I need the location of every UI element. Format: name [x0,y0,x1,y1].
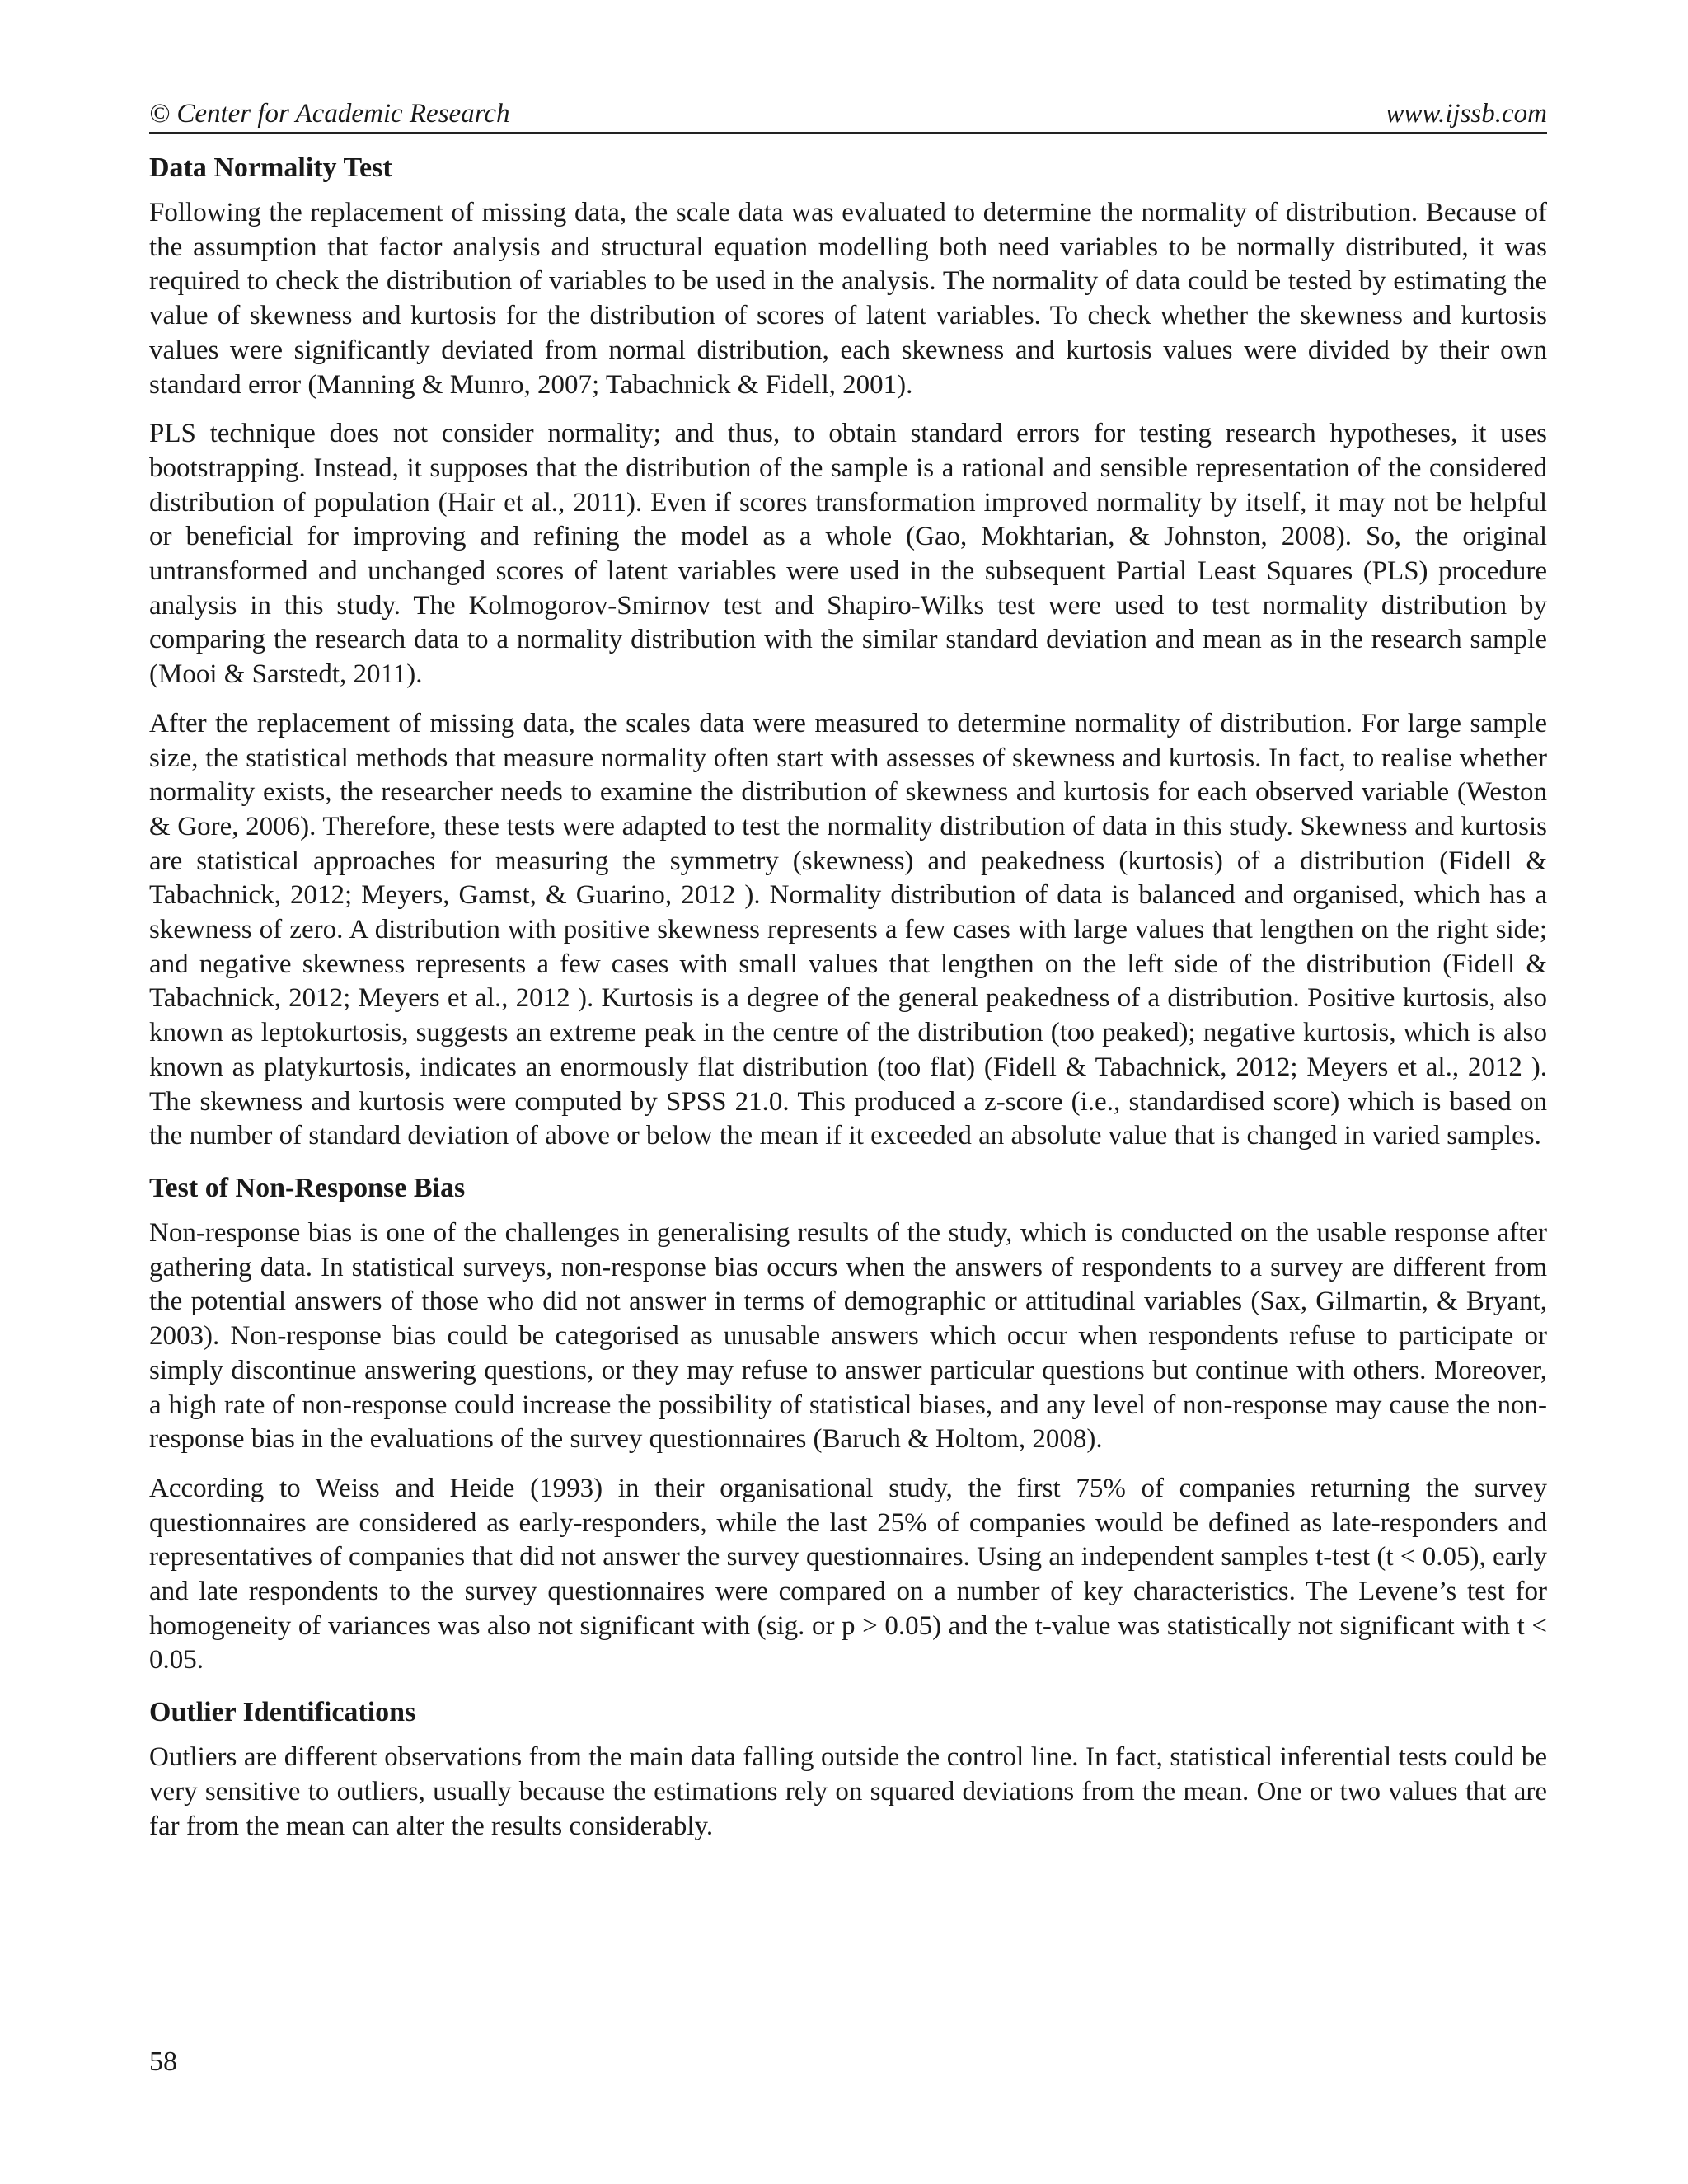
section-heading-non-response-bias: Test of Non-Response Bias [149,1172,466,1203]
running-header [149,97,1547,134]
paragraph: According to Weiss and Heide (1993) in their organisational study, the first 75% of companies returning the survey questionnaires are considered as early-responders, while the last 25% of companies would be defined as late-responders and representatives of companies that did not answer the survey questionnaires. Using an independent samples t-test (t < 0.05), early and late respondents to the survey questionnaires were compared on a number of key characteristics. The Levene’s test for homogeneity of variances was also not significant with (sig. or p > 0.05) and the t-value was statistically not significant with t < 0.05. [149,1473,1547,1675]
paragraph: PLS technique does not consider normality; and thus, to obtain standard errors for testing research hypotheses, it uses bootstrapping. Instead, it supposes that the distribution of the sample is a rational and sensible representation of the considered distribution of population (Hair et al., 2011). Even if scores transformation improved normality by itself, it may not be helpful or beneficial for improving and refining the model as a whole (Gao, Mokhtarian, & Johnston, 2008). So, the original untransformed and unchanged scores of latent variables were used in the subsequent Partial Least Squares (PLS) procedure analysis in this study. The Kolmogorov-Smirnov test and Shapiro-Wilks test were used to test normality distribution by comparing the research data to a normality distribution with the similar standard deviation and mean as in the research sample (Mooi & Sarstedt, 2011). [149,419,1547,690]
paragraph: Following the replacement of missing data, the scale data was evaluated to determine the normality of distribution. Because of the assumption that factor analysis and structural equation modelling both need variables to be normally distributed, it was required to check the distribution of variables to be used in the analysis. The normality of data could be tested by estimating the value of skewness and kurtosis for the distribution of scores of latent variables. To check whether the skewness and kurtosis values were significantly deviated from normal distribution, each skewness and kurtosis values were divided by their own standard error (Manning & Munro, 2007; Tabachnick & Fidell, 2001). [149,198,1547,400]
page-body [149,97,1547,1858]
header-website: www.ijssb.com [1386,99,1547,129]
section-heading-data-normality: Data Normality Test [149,152,392,183]
section-heading-outlier-identifications: Outlier Identifications [149,1697,416,1728]
page-number: 58 [149,2046,177,2077]
header-publisher: © Center for Academic Research [149,99,510,129]
paragraph: After the replacement of missing data, the scales data were measured to determine normality of distribution. For large sample size, the statistical methods that measure normality often start with assesses of skewness and kurtosis. In fact, to realise whether normality exists, the researcher needs to examine the distribution of skewness and kurtosis for each observed variable (Weston & Gore, 2006). Therefore, these tests were adapted to test the normality distribution of data in this study. Skewness and kurtosis are statistical approaches for measuring the symmetry (skewness) and peakedness (kurtosis) of a distribution (Fidell & Tabachnick, 2012; Meyers, Gamst, & Guarino, 2012 ). Normality distribution of data is balanced and organised, which has a skewness of zero. A distribution with positive skewness represents a few cases with large values that lengthen on the right side; and negative skewness represents a few cases with small values that lengthen on the left side of the distribution (Fidell & Tabachnick, 2012; Meyers et al., 2012 ). Kurtosis is a degree of the general peakedness of a distribution. Positive kurtosis, also known as leptokurtosis, suggests an extreme peak in the centre of the distribution (too peaked); negative kurtosis, which is also known as platykurtosis, indicates an enormously flat distribution (too flat) (Fidell & Tabachnick, 2012; Meyers et al., 2012 ). The skewness and kurtosis were computed by SPSS 21.0. This produced a z-score (i.e., standardised score) which is based on the number of standard deviation of above or below the mean if it exceeded an absolute value that is changed in varied samples. [149,708,1547,1151]
paragraph: Outliers are different observations from the main data falling outside the control line. In fact, statistical inferential tests could be very sensitive to outliers, usually because the estimations rely on squared deviations from the mean. One or two values that are far from the mean can alter the results considerably. [149,1742,1547,1841]
paragraph: Non-response bias is one of the challenges in generalising results of the study, which is conducted on the usable response after gathering data. In statistical surveys, non-response bias occurs when the answers of respondents to a survey are different from the potential answers of those who did not answer in terms of demographic or attitudinal variables (Sax, Gilmartin, & Bryant, 2003). Non-response bias could be categorised as unusable answers which occur when respondents refuse to participate or simply discontinue answering questions, or they may refuse to answer particular questions but continue with others. Moreover, a high rate of non-response could increase the possibility of statistical biases, and any level of non-response may cause the non-response bias in the evaluations of the survey questionnaires (Baruch & Holtom, 2008). [149,1217,1547,1455]
